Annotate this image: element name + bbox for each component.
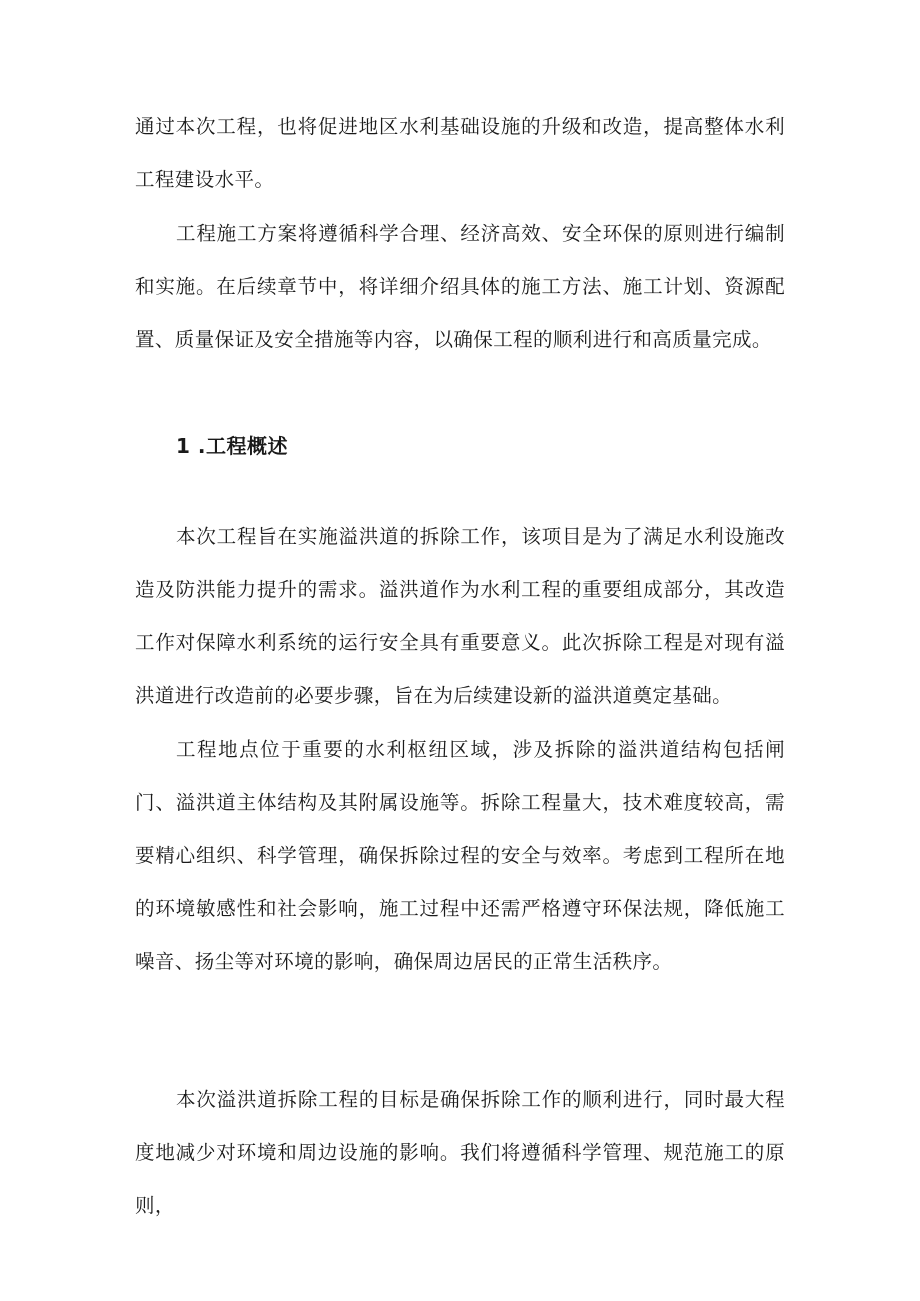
paragraph-continuation: 通过本次工程，也将促进地区水利基础设施的升级和改造，提高整体水利工程建设水平。	[135, 115, 785, 191]
paragraph-project-location: 工程地点位于重要的水利枢纽区域，涉及拆除的溢洪道结构包括闸门、溢洪道主体结构及其附属设施等。拆除工程量大，技术难度较高，需要精心组织、科学管理，确保拆除过程的安全与效率。考虑到工程所在地的环境敏感性和社会影响，施工过程中还需严格遵守环保法规，降低施工噪音、扬尘等对环境的影响，确保周边居民的正常生活秩序。	[135, 738, 785, 973]
paragraph-project-purpose: 本次工程旨在实施溢洪道的拆除工作，该项目是为了满足水利设施改造及防洪能力提升的需求。溢洪道作为水利工程的重要组成部分，其改造工作对保障水利系统的运行安全具有重要意义。此次拆除工程是对现有溢洪道进行改造前的必要步骤，旨在为后续建设新的溢洪道奠定基础。	[135, 525, 785, 707]
section-heading: 1 .工程概述	[176, 434, 288, 458]
paragraph-project-goal: 本次溢洪道拆除工程的目标是确保拆除工作的顺利进行，同时最大程度地减少对环境和周边设施的影响。我们将遵循科学管理、规范施工的原则，	[135, 1088, 785, 1217]
paragraph-construction-plan: 工程施工方案将遵循科学合理、经济高效、安全环保的原则进行编制和实施。在后续章节中，将详细介绍具体的施工方法、施工计划、资源配置、质量保证及安全措施等内容，以确保工程的顺利进行和高质量完成。	[135, 222, 785, 351]
